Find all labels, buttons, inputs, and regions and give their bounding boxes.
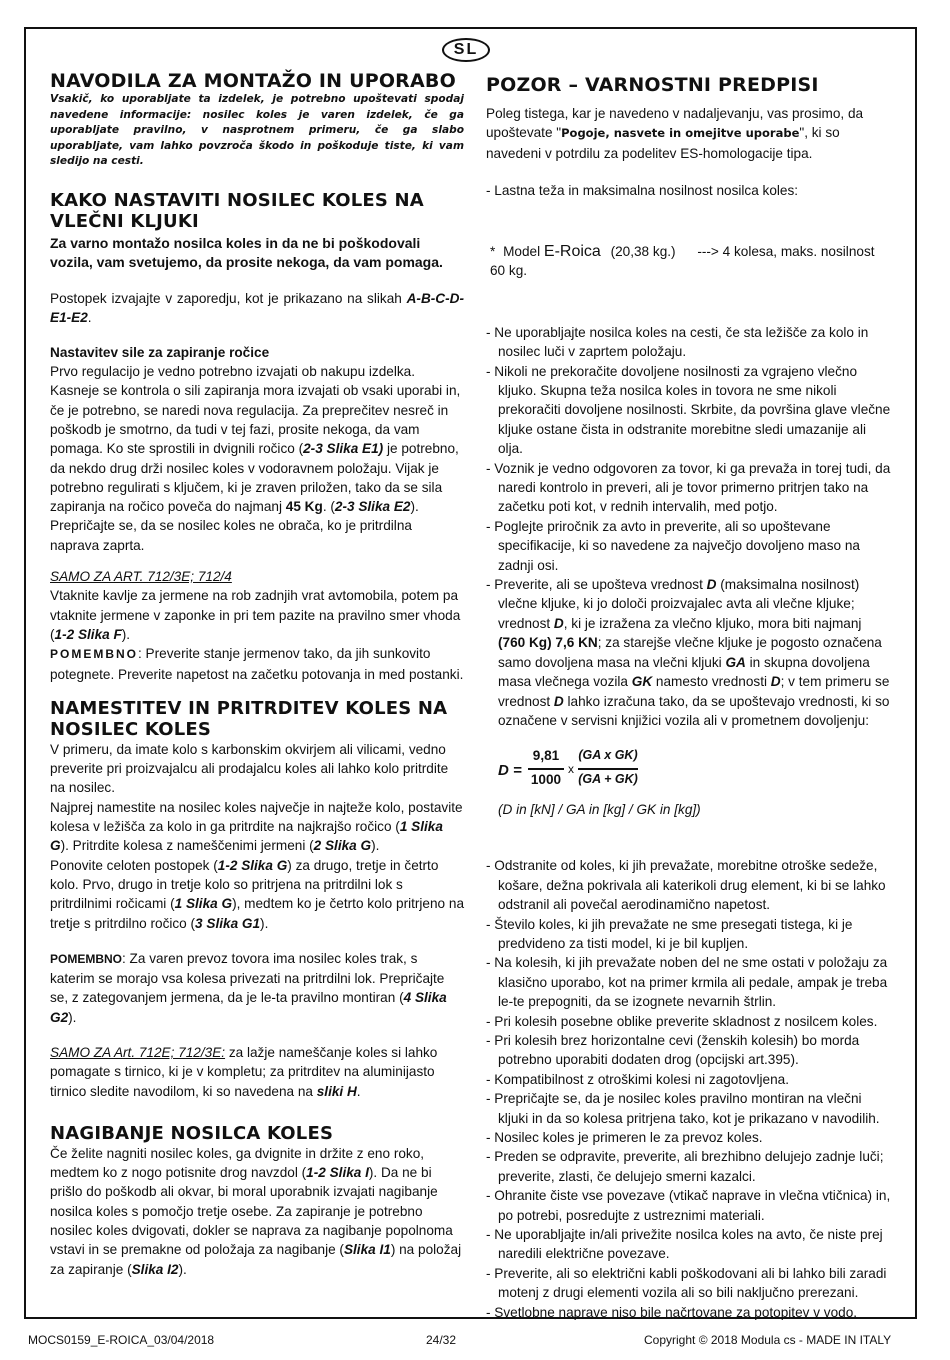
list-item: - Na kolesih, ki jih prevažate noben del ne sme ostati v položaju za klasično uporabo, kot na primer krmila ali pedale, ampak je treba le-te prepogniti, da se izognete nevarnih štrlin. (486, 955, 888, 1010)
model-weight: (20,38 kg.) (610, 244, 676, 260)
formula-num2: (GA x GK) (578, 748, 638, 763)
language-badge: SL (442, 38, 490, 62)
subheading-sila: Nastavitev sile za zapiranje ročice (50, 345, 270, 361)
namestitev-p1: V primeru, da imate kolo s karbonskim okvirjem ali vilicami, vedno preverite pri proizvajalcu ali prodajalcu koles ali lahko kolo pritrdite na nosilec. (50, 741, 449, 796)
list-item: - Nosilec koles je primeren le za prevoz koles. (486, 1130, 763, 1145)
pomembno-note-2: POMEMBNO: Za varen prevoz tovora ima nosilec koles trak, s katerim se morajo vsa kolesa privezati na pritrdilni lok. Prepričajte se, z zategovanjem jermena, da je le-ta pravilno montiran (4 Slika G2). (50, 950, 447, 1025)
list-item: - Ohranite čiste vse povezave (vtikač naprave in vlečna vtičnica) in, po potrebi, posredujte z ustreznimi materiali. (486, 1188, 891, 1223)
pomembno-note-1: POMEMBNO: Preverite stanje jermenov tako, da jih sunkovito potegnete. Preverite napetost na začetku potovanja in med postanki. (50, 646, 464, 682)
formula-bar-1 (528, 768, 564, 770)
formula-times: x (568, 762, 574, 777)
footer-doc-code: MOCS0159_E-ROICA_03/04/2018 (28, 1333, 215, 1347)
right-column (486, 64, 892, 1322)
list-item: - Preverite, ali so električni kabli poškodovani ali bi lahko bili zaradi motenj z drugi elementi vozila ali so bili naključno prerezani. (486, 1265, 887, 1301)
list-item: - Ne uporabljajte nosilca koles na cesti, če sta ležišče za kolo in nosilec luči v zaprtem položaju. (486, 324, 869, 360)
footer-copyright: Copyright © 2018 Modula cs - MADE IN ITALY (644, 1333, 892, 1347)
model-row (486, 242, 892, 281)
safety-list-b (486, 856, 892, 1322)
namestitev-p3: Ponovite celoten postopek (1-2 Slika G) za drugo, tretje in četrto kolo. Prvo, drugo in tretje kolo so pritrjena na pritrdilni lok s pritrdilnimi ročicami (1 Slika G), medtem ko je četrto kolo pritrjeno na tretje s pritrdilno ročico (3 Slika G1). (50, 857, 465, 931)
formula-lhs: D = (498, 762, 522, 780)
sila-paragraph: Prvo regulacijo je vedno potrebno izvajati ob nakupu izdelka. Kasneje se kontrola o sili zapiranja mora izvajati ob vsaki uporabi in, če je potrebno, se naredi nova regulacija. Za preprečitev nesreč in poškodb je smotrno, da tudi v tej fazi, prosite nekoga, da vam pomaga. Ko ste sprostili in dvignili ročico (2-3 Slika E1) je potrebno, da nekdo drug drži nosilec koles v vodoravnem položaju. Vijak je potrebno regulirati s ključem, ki je zraven priložen, tako da se sila zapiranja na ročico poveča do najmanj 45 Kg. (2-3 Slika E2). Prepričajte se, da se nosilec koles ne obrača, ko je pritrdilna naprava zaprta. (50, 364, 461, 553)
list-item: - Poglejte priročnik za avto in preverite, ali so upoštevane specifikacije, ki so navedene za največjo dovoljeno maso na zadnji osi. (486, 518, 860, 573)
section-lead: Za varno montažo nosilca koles in da ne bi poškodovali vozila, vam svetujemo, da prosite nekoga, da vam pomaga. (50, 234, 443, 270)
list-item: - Preden se odpravite, preverite, ali brezhibno delujejo zadnje luči; preverite, zlasti, če delujejo smerni kazalci. (486, 1149, 884, 1184)
model-name: E-Roica (543, 243, 601, 261)
list-item: - Pri kolesih posebne oblike preverite skladnost z nosilcem koles. (486, 1013, 878, 1029)
pozor-intro: Poleg tistega, kar je navedeno v nadaljevanju, vas prosimo, da upoštevate "Pogoje, nasvete in omejitve uporabe", ki so navedeni v potrdilu za podelitev ES-homologacije tipa. (486, 106, 864, 161)
list-item: - Ne uporabljajte in/ali privežite nosilca koles na avto, če niste prej naredili električne povezave. (486, 1227, 883, 1262)
list-item: - Pri kolesih brez horizontalne cevi (ženskih kolesih) bo morda potrebno uporabiti dodaten drog (opcijski art.395). (486, 1032, 860, 1068)
art-note-2: SAMO ZA Art. 712E; 712/3E: za lažje nameščanje koles si lahko pomagate s tirnico, ki je v kompletu; za pritrditev na aluminijasto tirnico sledite navodilom, ki so navedena na sliki H. (50, 1045, 438, 1099)
list-item: - Prepričajte se, da je nosilec koles pravilno montiran na vlečni kljuki in da so kolesa pritrjena tako, kot je prikazano v navodilih. (486, 1091, 880, 1126)
nagibanje-paragraph: Če želite nagniti nosilec koles, ga dvignite in držite z eno roko, medtem ko z nogo potisnite drog navzdol (1-2 Slika I). Da ne bi prišlo do poškodb ali okvar, bi moral uporabnik izvajati nagibanje nosilca koles s pomočjo tretje osebe. Za zapiranje je potrebno nosilec koles dvigovati, dokler se naprava za nagibanje popolnoma vstavi in se premakne od položaja za nagibanje (Slika I1) na položaj za zapiranje (Slika I2). (50, 1145, 462, 1277)
section-title-namestitev: NAMESTITEV IN PRITRDITEV KOLES NA NOSILEC KOLES (50, 697, 448, 740)
safety-list-a (486, 323, 892, 731)
art-note-1: SAMO ZA ART. 712/3E; 712/4 (50, 569, 232, 585)
section-title-nagibanje: NAGIBANJE NOSILCA KOLES (50, 1122, 334, 1144)
list-item: - Število koles, ki jih prevažate ne sme presegati tistega, ki je predvideno za tisti model, ki je bil kupljen. (486, 916, 853, 951)
formula-units: (D in [kN] / GA in [kg] / GK in [kg]) (498, 802, 701, 818)
list-item: - Kompatibilnost z otroškimi kolesi ni zagotovljena. (486, 1071, 789, 1087)
formula-den2: (GA + GK) (578, 772, 638, 787)
model-label: Model (503, 244, 541, 260)
weight-line: - Lastna teža in maksimalna nosilnost nosilca koles: (486, 182, 799, 198)
footer-page-number: 24/32 (426, 1333, 457, 1347)
formula-den: 1000 (530, 772, 562, 788)
list-item: - Svetlobne naprave niso bile načrtovane za potopitev v vodo. (486, 1304, 858, 1320)
section-title-nastavitev: KAKO NASTAVITI NOSILEC KOLES NA VLEČNI KLJUKI (50, 189, 424, 232)
list-item: - Voznik je vedno odgovoren za tovor, ki ga prevaža in torej tudi, da naredi kontrolo in preveri, ali je tovor primerno pritrjen tako na začetku poti kot, v rednih intervalih, med potjo. (486, 460, 891, 515)
formula-bar-2 (578, 768, 638, 770)
list-item: - Odstranite od koles, ki jih prevažate, morebitne otroške sedeže, košare, dežna pokrivala ali katerikoli drug element, ki bi se lahko odstranil ali povečal aerodinamično napetost. (486, 858, 886, 913)
model-capacity: 4 kolesa, maks. nosilnost 60 kg. (490, 244, 875, 279)
namestitev-p2: Najprej namestite na nosilec koles največje in najteže kolo, postavite kolesa v ležišča za kolo in ga pritrdite na najkrajšo ročico (1 Slika G). Pritrdite kolesa z nameščenimi jermeni (2 Slika G). (50, 799, 463, 854)
left-column (50, 64, 464, 1279)
section-title-navodila: NAVODILA ZA MONTAŽO IN UPORABO (50, 70, 456, 92)
intro-text: Vsakič, ko uporabljate ta izdelek, je potrebno upoštevati spodaj navedene informacije: nosilec koles je varen izdelek, če ga uporabljate pravilno, v nasprotnem primeru, če ga slabo uporabljate, vam lahko povzroča škodo in poškoduje tiste, ki vam sledijo na cesti. (50, 93, 464, 167)
section-title-pozor: POZOR – VARNOSTNI PREDPISI (486, 74, 819, 96)
formula-num: 9,81 (532, 748, 560, 764)
model-star: * (490, 244, 496, 260)
list-item-d-value: - Preverite, ali se upošteva vrednost D (maksimalna nosilnost) vlečne kljuke, ki jo določi proizvajalec avta ali vlečne kljuke; vrednost D, ki je izražena za vlečno kljuko, mora biti najmanj (760 Kg) 7,6 KN; za starejše vlečne kljuke je pogosto označena samo dovoljena masa na vlečni kljuki GA in skupna dovoljena masa vlečnega vozila GK namesto vrednosti D; v tem primeru se vrednost D lahko izračuna tako, da se upoštevajo vrednosti, ki so označene v servisni knjižici vozila ali v prometnem dovoljenju: (486, 577, 890, 728)
list-item: - Nikoli ne prekoračite dovoljene nosilnosti za vgrajeno vlečno kljuko. Skupna teža nosilca koles in tovora ne sme nikoli prekoračiti dovoljene nosilnosti. Skrbite, da površina glave vlečne kljuke ostane čista in odstranite morebitne sledi umazanije ali olja. (486, 363, 891, 457)
art1-paragraph: Vtaknite kavlje za jermene na rob zadnjih vrat avtomobila, potem pa vtaknite jermene v zaponke in pri tem pazite na pravilno smer vhoda (1-2 Slika F). (50, 588, 461, 642)
formula (486, 744, 892, 834)
procedure-text: Postopek izvajajte v zaporedju, kot je prikazano na slikah A-B-C-D-E1-E2. (50, 290, 464, 325)
model-arrow: ---> (697, 244, 719, 260)
